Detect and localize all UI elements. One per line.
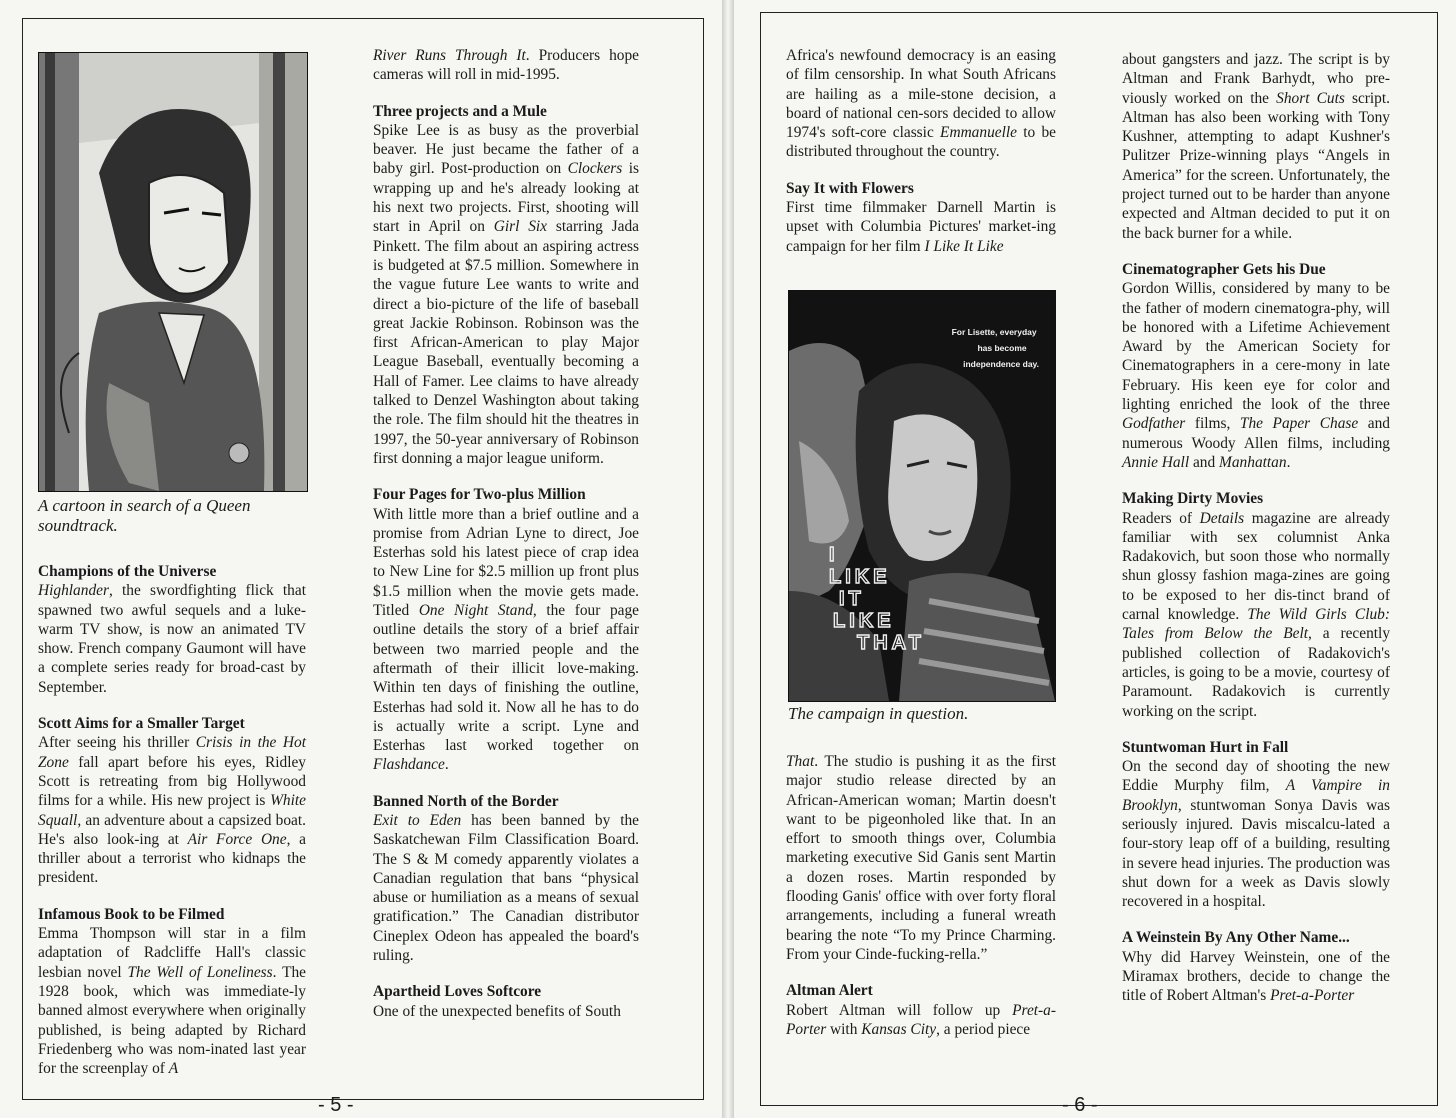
left-column-1 [38, 562, 306, 1095]
page-5 [0, 0, 722, 1118]
article-body: Spike Lee is as busy as the proverbial beaver. He just became the father of a baby girl. Post-production on Clockers is wrapping up and he's already looking at his next two projects. First, shooting will start in April on Girl Six starring Jada Pinkett. The film about an aspiring actress is budgeted at $7.5 million. Somewhere in the vague future Lee wants to write and direct a bio-picture of the life of baseball great Jackie Robinson. Robinson was the first African-American to play Major League Baseball, eventually becoming a Hall of Famer. Lee claims to have already talked to Denzel Washington about taking the role. The film should hit the theatres in 1997, the 50-year anniversary of Robinson first donning a major league uniform. [373, 121, 640, 467]
article-body: After seeing his thriller Crisis in the Hot Zone fall apart before his eyes, Ridley Scott is retreating from big Hollywood films for a while. His new project is White Squall, an adventure about a capsized boat. He's also look-ing at Air Force One, a thriller about a terrorist who kidnaps the president. [38, 734, 306, 887]
page-number: - 6 - [1062, 1094, 1098, 1116]
left-column-2 [373, 46, 639, 1038]
title-line-5: THAT [857, 632, 925, 654]
article-heading: Champions of the Universe [38, 563, 217, 580]
title-line-4: LIKE [833, 610, 895, 632]
article-four-pages [373, 485, 639, 774]
book-gutter [722, 0, 734, 1118]
article-champions [38, 562, 306, 697]
article-body: about gangsters and jazz. The script is by Altman and Frank Barhydt, who pre-viously worked on the Short Cuts script. Altman has also been working with Tony Kushner, attempting to adapt Kushner's Pulitzer Prize-winning plays “Angels in America” for the screen. Unfortunately, the project turned out to be harder than anyone expected and Altman decided to put it on the back burner for a while. [1122, 51, 1390, 242]
article-dirty-movies [1122, 489, 1390, 721]
article-apartheid [373, 982, 639, 1021]
tagline-line-3: independence day. [963, 359, 1039, 369]
title-line-1: I [829, 544, 839, 566]
article-body: Emma Thompson will star in a film adaptation of Radcliffe Hall's classic lesbian novel The Well of Loneliness. The 1928 book, which was immediate-ly banned almost everywhere when originally published, is being adapted by Richard Friedenberg who was nom-inated last year for the screenplay of A [38, 925, 307, 1078]
article-heading: Altman Alert [786, 982, 873, 1000]
article-heading: Infamous Book to be Filmed [38, 905, 225, 923]
cartoon-illustration [39, 53, 307, 491]
article-heading: Making Dirty Movies [1122, 490, 1264, 508]
article-river-cont [373, 46, 639, 85]
article-body: Why did Harvey Weinstein, one of the Miramax brothers, decide to change the title of Robert Altman's Pret-a-Porter [1122, 948, 1390, 1005]
article-heading: Banned North of the Border [373, 792, 559, 810]
article-body: Exit to Eden has been banned by the Saskatchewan Film Classification Board. The S & M comedy apparently violates a Canadian regulation that bans “physical abuse or humiliation as a means of sexual gratification.” The Canadian distributor Cineplex Odeon has appealed the board's ruling. [373, 811, 639, 965]
title-line-3: IT [839, 588, 865, 610]
article-body: On the second day of shooting the new Eddie Murphy film, A Vampire in Brooklyn, stuntwoman Sonya Davis was seriously injured. Davis miscalcu-lated a four-story leap off of a building, resulting in severe head injuries. The production was shut down for a week as Davis slowly recovered in a hospital. [1122, 758, 1390, 911]
right-column-2 [1122, 50, 1390, 1023]
article-body: Highlander, the swordfighting flick that spawned two awful sequels and a luke-warm TV show, is now an animated TV show. French company Gaumont will have a complete series ready for broad-cast by September. [38, 582, 306, 696]
article-body: That. The studio is pushing it as the first major studio release directed by an African-American woman; Martin doesn't want to be pigeonholed like that. In an effort to smooth things over, Columbia marketing executive Sid Ganis sent Martin a dozen roses. Martin responded by flooding Ganis' office with over forty floral arrangements, including a funeral wreath bearing the note “To my Prince Charming. From your Cinde-fucking-rella.” [786, 753, 1056, 963]
article-heading: A Weinstein By Any Other Name... [1122, 929, 1350, 947]
article-apartheid-cont [786, 46, 1056, 162]
article-weinstein [1122, 928, 1390, 1005]
article-flowers [786, 179, 1056, 256]
article-altman-cont [1122, 50, 1390, 243]
article-scott [38, 714, 306, 888]
article-heading: Apartheid Loves Softcore [373, 983, 542, 1001]
movie-poster [788, 290, 1056, 702]
article-heading: Say It with Flowers [786, 179, 914, 197]
right-column-1-cont [786, 752, 1056, 1039]
article-flowers-cont [786, 752, 1056, 964]
article-body: With little more than a brief outline and a promise from Adrian Lyne to direct, Joe Esterhas sold his latest piece of crap idea to New Line for $2.5 million up front plus $1.5 million when the movie gets made. Titled One Night Stand, the four page outline details the story of a brief affair between two married people and the aftermath of their illicit love-making. Within ten days of finishing the outline, Esterhas had sold it. Now all he has to do is actually write a script. Lyne and Esterhas last worked together on Flashdance. [373, 505, 640, 774]
article-body: Gordon Willis, considered by many to be the father of modern cinematogra-phy, will be honored with a Lifetime Achievement Award by the American Society for Cinematographers in a cere-mony in late February. His keen eye for color and lighting enriched the look of the three Godfather films, The Paper Chase and numerous Woody Allen films, including Annie Hall and Manhattan. [1122, 280, 1391, 471]
cartoon-image [38, 52, 308, 492]
tagline-line-2: has become [977, 343, 1027, 353]
article-body: One of the unexpected benefits of South [373, 1002, 621, 1020]
article-heading: Four Pages for Two-plus Million [373, 486, 586, 504]
article-heading: Scott Aims for a Smaller Target [38, 715, 245, 733]
title-line-2: LIKE [829, 566, 891, 588]
article-body: Robert Altman will follow up Pret-a-Porter with Kansas City, a period piece [786, 1001, 1056, 1038]
article-heading: Cinematographer Gets his Due [1122, 260, 1326, 278]
page-6 [734, 0, 1456, 1118]
poster-caption: The campaign in question. [788, 704, 969, 723]
tagline-line-1: For Lisette, everyday [951, 327, 1037, 337]
article-body: Africa's newfound democracy is an easing of film censorship. In what South Africans are hailing as a mile-stone decision, a board of national cen-sors decided to allow 1974's soft-core classic Emmanuelle to be distributed throughout the country. [786, 47, 1056, 161]
poster-photo [789, 291, 1055, 701]
article-mule [373, 102, 639, 469]
article-banned [373, 792, 639, 966]
article-heading: Stuntwoman Hurt in Fall [1122, 738, 1289, 756]
article-body: River Runs Through It. Producers hope cameras will roll in mid-1995. [373, 47, 639, 84]
right-column-1 [786, 46, 1056, 256]
article-stuntwoman [1122, 738, 1390, 912]
article-heading: Three projects and a Mule [373, 102, 547, 120]
article-cinematographer [1122, 260, 1390, 472]
article-body: Readers of Details magazine are already familiar with sex columnist Anka Radakovich, but soon those who normally shun glossy fashion maga-zines are going to be exposed to her dis-tinct brand of carnal knowledge. The Wild Girls Club: Tales from Below the Belt, a recently published collection of Radakovich's articles, is going to be a movie, courtesy of Paramount. Radakovich is currently working on the script. [1122, 509, 1391, 720]
article-infamous [38, 905, 306, 1079]
article-altman [786, 981, 1056, 1039]
cartoon-caption: A cartoon in search of a Queen soundtrack. [38, 496, 251, 535]
page-number: - 5 - [318, 1094, 354, 1116]
article-body: First time filmmaker Darnell Martin is upset with Columbia Pictures' market-ing campaign for her film I Like It Like [786, 199, 1056, 255]
